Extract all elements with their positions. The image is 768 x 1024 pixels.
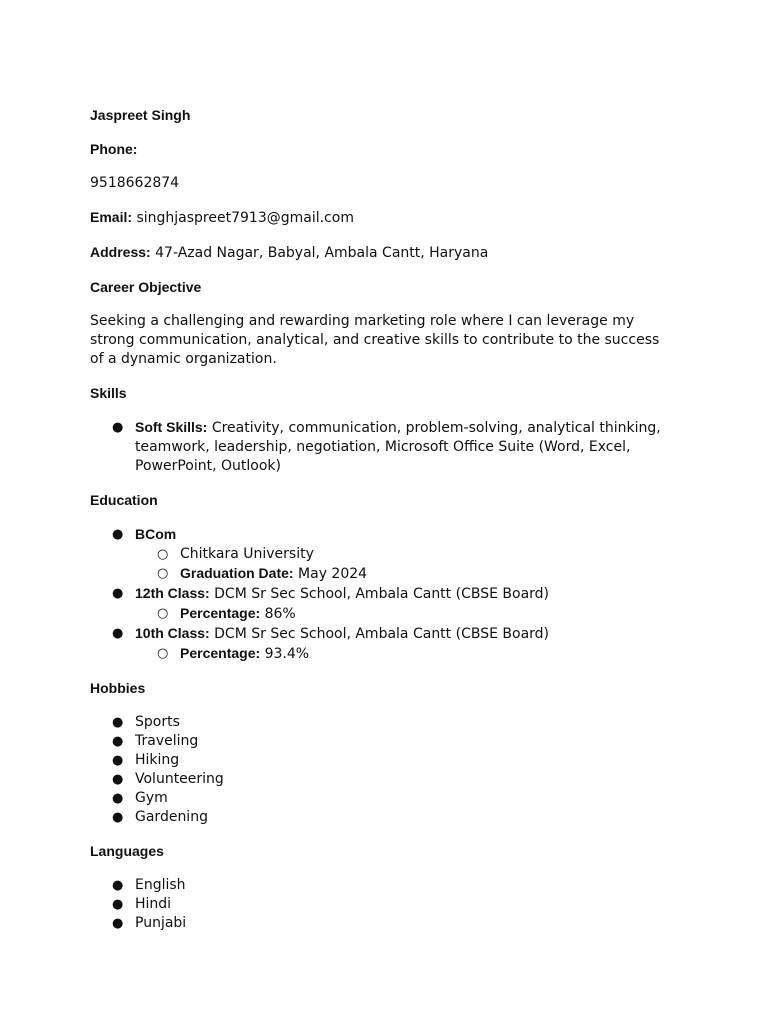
list-item — [135, 545, 670, 564]
filled-bullet-icon: ● — [112, 916, 124, 931]
filled-bullet-icon: ● — [112, 878, 124, 893]
skill-text: Creativity, communication, problem-solving, analytical thinking, teamwork, leadership, negotiation, Microsoft Office Suite (Word, Excel, PowerPoint, Outlook) — [135, 420, 661, 474]
languages-list — [90, 876, 670, 933]
career-objective-text: Seeking a challenging and rewarding marketing role where I can leverage my strong communication, analytical, and creative skills to contribute to the success of a dynamic organization. — [90, 313, 660, 367]
hobby-text: Sports — [135, 714, 180, 730]
filled-bullet-icon: ● — [112, 897, 124, 912]
education-text: DCM Sr Sec School, Ambala Cantt (CBSE Board) — [214, 586, 550, 602]
hobby-text: Volunteering — [135, 771, 224, 787]
phone-label: Phone: — [90, 141, 138, 157]
filled-bullet-icon: ● — [112, 734, 124, 749]
education-detail-label: Percentage: — [180, 605, 261, 621]
education-detail-text: 86% — [264, 606, 296, 622]
education-label: 12th Class: — [135, 585, 210, 601]
list-item — [90, 713, 670, 732]
phone-value: 9518662874 — [90, 175, 180, 191]
resume-page — [90, 106, 670, 948]
filled-bullet-icon: ● — [112, 791, 124, 806]
education-text: DCM Sr Sec School, Ambala Cantt (CBSE Board) — [214, 626, 550, 642]
list-item — [90, 624, 670, 664]
languages-heading: Languages — [90, 843, 164, 859]
hobby-text: Gardening — [135, 809, 208, 825]
email-line — [90, 208, 670, 228]
list-item — [90, 418, 670, 476]
email-label: Email: — [90, 209, 133, 225]
hollow-bullet-icon: ○ — [157, 566, 169, 581]
list-item — [90, 895, 670, 914]
list-item — [90, 525, 670, 584]
language-text: Punjabi — [135, 915, 187, 931]
skills-heading: Skills — [90, 385, 127, 401]
education-detail-label: Percentage: — [180, 645, 261, 661]
list-item — [90, 751, 670, 770]
hobbies-list — [90, 713, 670, 827]
language-text: English — [135, 877, 186, 893]
address-line — [90, 243, 670, 263]
filled-bullet-icon: ● — [112, 753, 124, 768]
list-item — [90, 584, 670, 624]
career-objective-heading: Career Objective — [90, 279, 202, 295]
language-text: Hindi — [135, 896, 172, 912]
list-item — [90, 808, 670, 827]
education-list — [90, 525, 670, 664]
address-value: 47-Azad Nagar, Babyal, Ambala Cantt, Haryana — [155, 245, 489, 261]
filled-bullet-icon: ● — [112, 810, 124, 825]
hollow-bullet-icon: ○ — [157, 606, 169, 621]
skill-label: Soft Skills: — [135, 419, 208, 435]
skills-list — [90, 418, 670, 476]
filled-bullet-icon: ● — [112, 586, 124, 601]
hollow-bullet-icon: ○ — [157, 547, 169, 562]
education-sublist — [135, 644, 670, 664]
list-item — [90, 876, 670, 895]
hobbies-heading: Hobbies — [90, 680, 146, 696]
education-heading: Education — [90, 492, 158, 508]
list-item — [135, 644, 670, 664]
education-detail-text: Chitkara University — [180, 546, 314, 562]
list-item — [90, 789, 670, 808]
hobby-text: Hiking — [135, 752, 180, 768]
list-item — [90, 914, 670, 933]
filled-bullet-icon: ● — [112, 420, 124, 435]
list-item — [135, 604, 670, 624]
filled-bullet-icon: ● — [112, 772, 124, 787]
address-label: Address: — [90, 244, 151, 260]
education-detail-text: May 2024 — [298, 566, 368, 582]
hollow-bullet-icon: ○ — [157, 646, 169, 661]
education-detail-label: Graduation Date: — [180, 565, 294, 581]
filled-bullet-icon: ● — [112, 715, 124, 730]
list-item — [135, 564, 670, 584]
filled-bullet-icon: ● — [112, 527, 124, 542]
candidate-name: Jaspreet Singh — [90, 107, 191, 123]
hobby-text: Traveling — [135, 733, 199, 749]
filled-bullet-icon: ● — [112, 626, 124, 641]
email-value: singhjaspreet7913@gmail.com — [136, 210, 354, 226]
education-sublist — [135, 604, 670, 624]
education-label: 10th Class: — [135, 625, 210, 641]
list-item — [90, 770, 670, 789]
education-detail-text: 93.4% — [264, 646, 310, 662]
education-sublist — [135, 545, 670, 584]
list-item — [90, 732, 670, 751]
hobby-text: Gym — [135, 790, 168, 806]
education-label: BCom — [135, 526, 177, 542]
